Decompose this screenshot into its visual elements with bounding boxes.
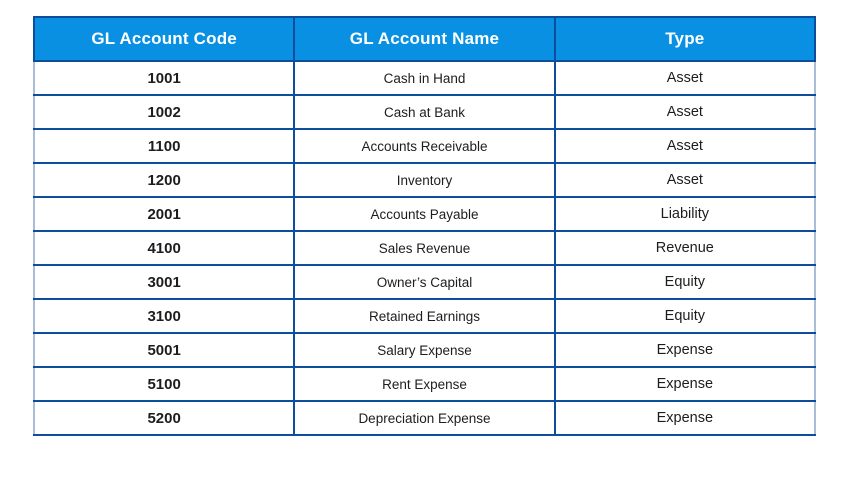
cell-gl-account-code: 5200 <box>34 401 294 435</box>
cell-gl-account-name: Accounts Receivable <box>294 129 554 163</box>
cell-type: Liability <box>555 197 815 231</box>
cell-type: Asset <box>555 61 815 95</box>
cell-gl-account-name: Owner’s Capital <box>294 265 554 299</box>
cell-gl-account-code: 5001 <box>34 333 294 367</box>
cell-gl-account-code: 1200 <box>34 163 294 197</box>
table-row <box>34 129 815 163</box>
column-header-type: Type <box>555 17 815 61</box>
cell-gl-account-name: Cash at Bank <box>294 95 554 129</box>
cell-gl-account-code: 3001 <box>34 265 294 299</box>
header-row <box>34 17 815 61</box>
cell-gl-account-code: 1002 <box>34 95 294 129</box>
cell-gl-account-name: Salary Expense <box>294 333 554 367</box>
gl-account-table-body <box>34 61 815 435</box>
table-row <box>34 163 815 197</box>
cell-gl-account-code: 2001 <box>34 197 294 231</box>
table-row <box>34 95 815 129</box>
table-row <box>34 265 815 299</box>
cell-type: Asset <box>555 129 815 163</box>
cell-type: Equity <box>555 265 815 299</box>
cell-gl-account-name: Cash in Hand <box>294 61 554 95</box>
cell-gl-account-name: Rent Expense <box>294 367 554 401</box>
cell-type: Expense <box>555 367 815 401</box>
table-row <box>34 231 815 265</box>
table-row <box>34 401 815 435</box>
cell-type: Revenue <box>555 231 815 265</box>
cell-type: Asset <box>555 163 815 197</box>
cell-gl-account-name: Sales Revenue <box>294 231 554 265</box>
table-row <box>34 333 815 367</box>
gl-account-table <box>33 16 816 436</box>
cell-type: Expense <box>555 401 815 435</box>
table-row <box>34 197 815 231</box>
gl-account-table-header <box>34 17 815 61</box>
table-row <box>34 61 815 95</box>
cell-type: Asset <box>555 95 815 129</box>
cell-gl-account-code: 1100 <box>34 129 294 163</box>
cell-gl-account-code: 4100 <box>34 231 294 265</box>
column-header-gl-account-name: GL Account Name <box>294 17 554 61</box>
table-row <box>34 367 815 401</box>
cell-type: Expense <box>555 333 815 367</box>
cell-gl-account-code: 3100 <box>34 299 294 333</box>
column-header-gl-account-code: GL Account Code <box>34 17 294 61</box>
cell-gl-account-name: Accounts Payable <box>294 197 554 231</box>
cell-gl-account-name: Inventory <box>294 163 554 197</box>
cell-gl-account-code: 1001 <box>34 61 294 95</box>
cell-gl-account-name: Depreciation Expense <box>294 401 554 435</box>
cell-gl-account-code: 5100 <box>34 367 294 401</box>
table-row <box>34 299 815 333</box>
cell-gl-account-name: Retained Earnings <box>294 299 554 333</box>
cell-type: Equity <box>555 299 815 333</box>
